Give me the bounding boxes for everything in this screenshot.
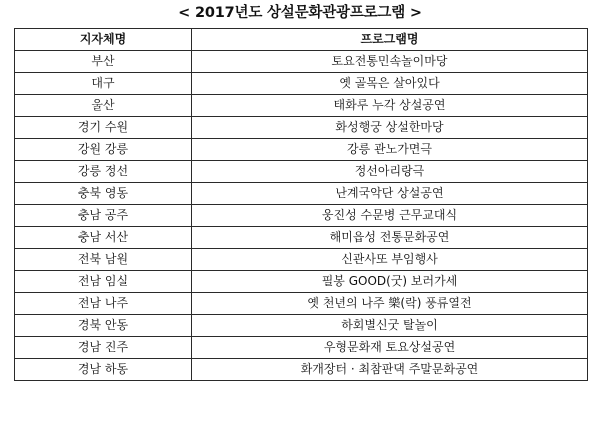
program-cell: 토요전통민속놀이마당 xyxy=(192,51,588,73)
table-row xyxy=(15,271,588,293)
program-cell: 우형문화재 토요상설공연 xyxy=(192,337,588,359)
region-cell: 강원 강릉 xyxy=(15,139,192,161)
program-cell: 옛 골목은 살아있다 xyxy=(192,73,588,95)
document-title: < 2017년도 상설문화관광프로그램 > xyxy=(178,5,422,21)
header-program: 프로그램명 xyxy=(192,29,588,51)
region-cell: 경남 진주 xyxy=(15,337,192,359)
region-cell: 전남 나주 xyxy=(15,293,192,315)
region-cell: 충남 공주 xyxy=(15,205,192,227)
region-cell: 경남 하동 xyxy=(15,359,192,381)
program-cell: 해미읍성 전통문화공연 xyxy=(192,227,588,249)
region-cell: 대구 xyxy=(15,73,192,95)
region-cell: 강릉 정선 xyxy=(15,161,192,183)
region-cell: 경기 수원 xyxy=(15,117,192,139)
program-cell: 웅진성 수문병 근무교대식 xyxy=(192,205,588,227)
region-cell: 충남 서산 xyxy=(15,227,192,249)
table-row xyxy=(15,315,588,337)
region-cell: 전북 남원 xyxy=(15,249,192,271)
program-cell: 난계국악단 상설공연 xyxy=(192,183,588,205)
table-row xyxy=(15,249,588,271)
program-cell: 강릉 관노가면극 xyxy=(192,139,588,161)
region-cell: 부산 xyxy=(15,51,192,73)
program-cell: 하회별신굿 탈놀이 xyxy=(192,315,588,337)
program-cell: 화개장터 · 최참판댁 주말문화공연 xyxy=(192,359,588,381)
table-row xyxy=(15,161,588,183)
table-row xyxy=(15,139,588,161)
table-row xyxy=(15,293,588,315)
table-row xyxy=(15,337,588,359)
table-row xyxy=(15,73,588,95)
program-table xyxy=(14,28,588,381)
region-cell: 전남 임실 xyxy=(15,271,192,293)
header-region: 지자체명 xyxy=(15,29,192,51)
program-cell: 옛 천년의 나주 樂(락) 풍류열전 xyxy=(192,293,588,315)
table-row xyxy=(15,117,588,139)
region-cell: 울산 xyxy=(15,95,192,117)
program-cell: 신관사또 부임행사 xyxy=(192,249,588,271)
table-row xyxy=(15,205,588,227)
program-cell: 필봉 GOOD(굿) 보러가세 xyxy=(192,271,588,293)
table-row xyxy=(15,51,588,73)
table-body xyxy=(15,51,588,381)
table-row xyxy=(15,183,588,205)
table-header-row xyxy=(15,29,588,51)
table-row xyxy=(15,359,588,381)
program-cell: 정선아리랑극 xyxy=(192,161,588,183)
region-cell: 경북 안동 xyxy=(15,315,192,337)
program-cell: 태화루 누각 상설공연 xyxy=(192,95,588,117)
table-row xyxy=(15,95,588,117)
program-cell: 화성행궁 상설한마당 xyxy=(192,117,588,139)
table-row xyxy=(15,227,588,249)
region-cell: 충북 영동 xyxy=(15,183,192,205)
